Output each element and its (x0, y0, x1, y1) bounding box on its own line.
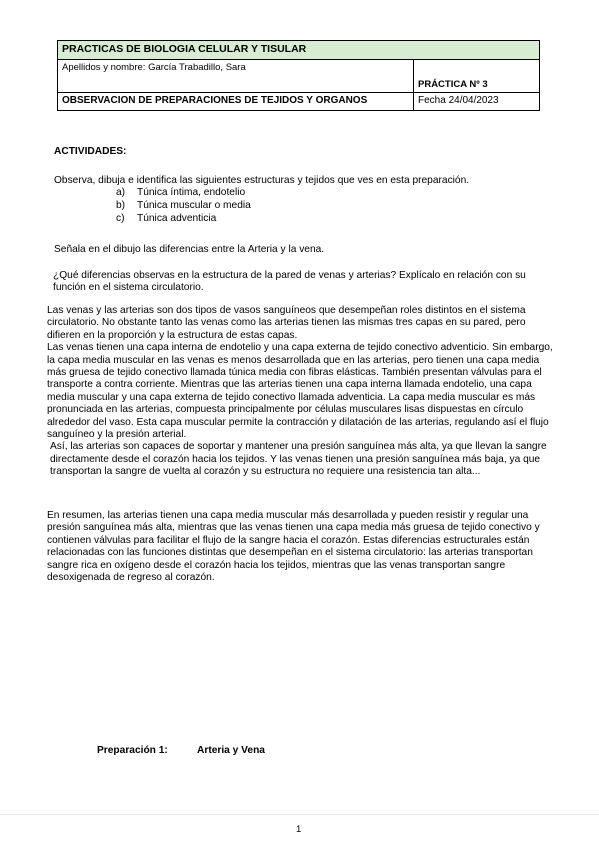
answer-block (47, 305, 554, 479)
preparation-value: Arteria y Vena (197, 745, 265, 756)
student-name: Apellidos y nombre: García Trabadillo, Sara (58, 60, 414, 93)
list-item (116, 186, 251, 199)
page-number: 1 (296, 824, 302, 835)
page-divider (0, 814, 599, 815)
header-table (57, 40, 540, 111)
activities-heading: ACTIVIDADES: (54, 146, 127, 157)
list-item (116, 212, 251, 225)
structures-list (116, 186, 251, 225)
activities-intro: Observa, dibuja e identifica las siguientes estructuras y tejidos que ves en esta preparación. (54, 175, 470, 186)
answer-paragraph: Las venas tienen una capa interna de endotelio y una capa externa de tejido conectivo adventicio. Sin embargo, la capa media muscular en las venas es menos desarrollada que en las arterias, pero tienen una capa media más gruesa de tejido conectivo llamada túnica media con fibras elásticas. También presentan válvulas para el transporte a contra corriente. Mientras que las arterias tienen una capa interna llamada endotelio, una capa media muscular y una capa externa de tejido conectivo llamada adventicia. La capa media muscular es más pronunciada en las arterias, compuesta principalmente por células musculares lisas dispuestas en círculo alrededor del vaso. Esta capa muscular permite la contracción y dilatación de las arterias, regulando así el flujo sanguíneo y la presión arterial. (47, 342, 553, 441)
answer-paragraph: Las venas y las arterias son dos tipos de vasos sanguíneos que desempeñan roles distintos en el sistema circulatorio. No obstante tanto las venas como las arterias tienen las mismas tres capas en su pared, pero difieren en la proporción y la estructura de estas capas. (47, 305, 526, 341)
list-item-text: Túnica adventicia (137, 213, 217, 224)
answer-paragraph: Así, las arterias son capaces de soportar y mantener una presión sanguínea más alta, ya que llevan la sangre directamente desde el corazón hacia los tejidos. Y las venas tienen una presión sanguínea más baja, ya que transportan la sangre de vuelta al corazón y su estructura no requiere una resistencia tan alta... (50, 441, 547, 478)
course-title: PRACTICAS DE BIOLOGIA CELULAR Y TISULAR (58, 41, 540, 60)
list-item-letter: b) (116, 200, 126, 211)
practice-date: Fecha 24/04/2023 (414, 93, 540, 111)
list-item-text: Túnica íntima, endotelio (137, 187, 246, 198)
list-item-letter: c) (116, 213, 125, 224)
list-item-text: Túnica muscular o media (137, 200, 251, 211)
summary-paragraph: En resumen, las arterias tienen una capa media muscular más desarrollada y pueden resistir y regular una presión sanguínea más alta, mientras que las venas tienen una capa media más gruesa de tejido conectivo y contienen válvulas para facilitar el flujo de la sangre hacia el corazón. Estas diferencias estructurales están relacionadas con las funciones distintas que desempeñan en el sistema circulatorio: las arterias transportan sangre rica en oxígeno desde el corazón hacia los tejidos, mientras que las venas transportan sangre desoxigenada de regreso al corazón. (47, 510, 540, 584)
practice-topic: OBSERVACION DE PREPARACIONES DE TEJIDOS Y ORGANOS (58, 93, 414, 111)
practice-number: PRÁCTICA Nº 3 (414, 60, 540, 93)
list-item (116, 199, 251, 212)
question-text: ¿Qué diferencias observas en la estructura de la pared de venas y arterias? Explícalo en relación con su función en el sistema circulatorio. (53, 270, 526, 294)
list-item-letter: a) (116, 187, 126, 198)
preparation-label: Preparación 1: (97, 745, 168, 756)
drawing-instruction: Señala en el dibujo las diferencias entre la Arteria y la vena. (54, 244, 325, 255)
